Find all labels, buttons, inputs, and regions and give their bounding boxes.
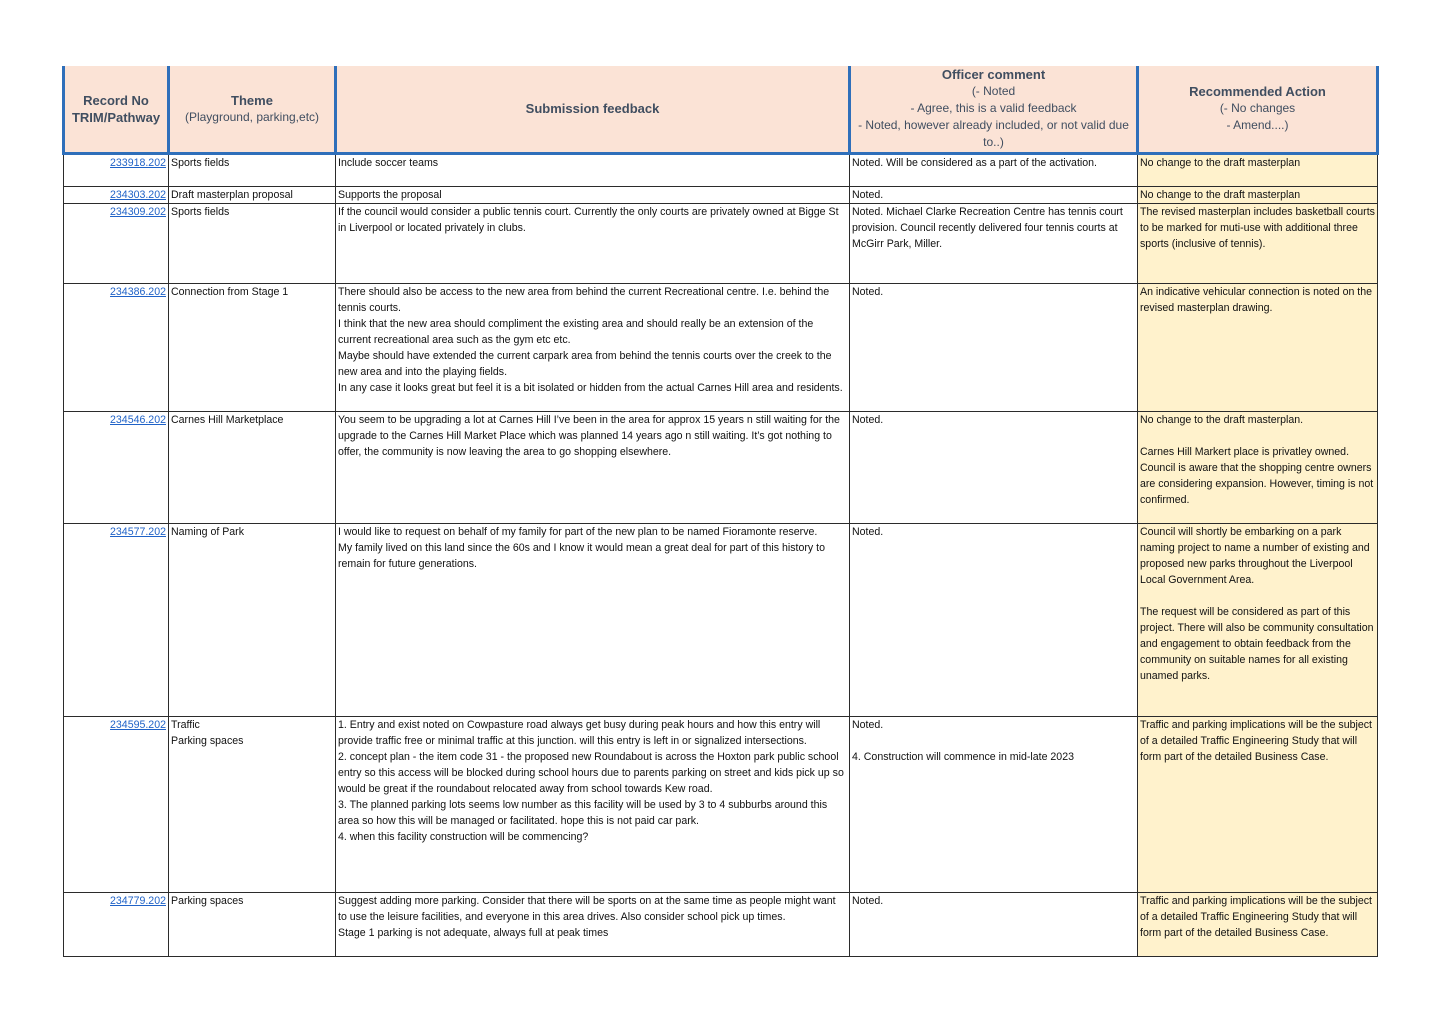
header-officer-sub4: to..) [983, 135, 1004, 150]
header-theme-sub: (Playground, parking,etc) [184, 109, 320, 124]
officer-comment-cell: Noted. [850, 283, 1138, 411]
record-link[interactable]: 234779.202 [110, 894, 166, 907]
table-row [64, 411, 1378, 523]
header-officer-sub3: - Noted, however already included, or not valid due [858, 118, 1129, 133]
header-row [64, 66, 1378, 153]
record-cell [64, 203, 169, 283]
feedback-cell: Supports the proposal [336, 186, 850, 203]
table-row [64, 892, 1378, 956]
record-link[interactable]: 234386.202 [110, 285, 166, 298]
officer-comment-cell: Noted. Will be considered as a part of the activation. [850, 153, 1138, 186]
feedback-cell: Include soccer teams [336, 153, 850, 186]
header-officer-comment [850, 66, 1138, 153]
feedback-table [62, 66, 1379, 957]
record-cell [64, 892, 169, 956]
recommended-action-cell: Council will shortly be embarking on a park naming project to name a number of existing and proposed new parks throughout the Liverpool Local Government Area. The request will be considered as part of this project. There will also be community consultation and engagement to obtain feedback from the community on suitable names for all existing unamed parks. [1138, 523, 1378, 716]
feedback-cell: You seem to be upgrading a lot at Carnes Hill I’ve been in the area for approx 15 years n still waiting for the upgrade to the Carnes Hill Market Place which was planned 14 years ago n still waiting. It’s got nothing to offer, the community is now leaving the area to go shopping elsewhere. [336, 411, 850, 523]
record-cell [64, 186, 169, 203]
header-recommended-action [1138, 66, 1378, 153]
header-action-sub2: - Amend....) [1226, 118, 1289, 133]
table-row [64, 716, 1378, 892]
feedback-cell: There should also be access to the new area from behind the current Recreational centre. I.e. behind the tennis courts. I think that the new area should compliment the existing area and should really be an extension of the current recreational area such as the gym etc etc. Maybe should have extended the current carpark area from behind the tennis courts over the creek to the new area and into the playing fields. In any case it looks great but feel it is a bit isolated or hidden from the actual Carnes Hill area and residents. [336, 283, 850, 411]
table-row [64, 523, 1378, 716]
table-row [64, 153, 1378, 186]
header-record-line2: TRIM/Pathway [71, 109, 161, 125]
theme-cell: Connection from Stage 1 [169, 283, 336, 411]
theme-cell: Sports fields [169, 203, 336, 283]
feedback-cell: I would like to request on behalf of my family for part of the new plan to be named Fioramonte reserve. My family lived on this land since the 60s and I know it would mean a great deal for part of this history to remain for future generations. [336, 523, 850, 716]
header-action-sub1: (- No changes [1219, 101, 1296, 116]
table-row [64, 203, 1378, 283]
header-action-title: Recommended Action [1189, 84, 1326, 100]
record-link[interactable]: 234303.202 [110, 188, 166, 201]
header-officer-title: Officer comment [941, 67, 1046, 83]
feedback-cell: Suggest adding more parking. Consider that there will be sports on at the same time as people might want to use the leisure facilities, and everyone in this area drives. Also consider school pick up times. Stage 1 parking is not adequate, always full at peak times [336, 892, 850, 956]
record-cell [64, 153, 169, 186]
theme-cell: Draft masterplan proposal [169, 186, 336, 203]
officer-comment-cell: Noted. Michael Clarke Recreation Centre has tennis court provision. Council recently delivered four tennis courts at McGirr Park, Miller. [850, 203, 1138, 283]
theme-cell: Naming of Park [169, 523, 336, 716]
recommended-action-cell: No change to the draft masterplan [1138, 153, 1378, 186]
recommended-action-cell: No change to the draft masterplan [1138, 186, 1378, 203]
feedback-cell: If the council would consider a public tennis court. Currently the only courts are privately owned at Bigge St in Liverpool or located privately in clubs. [336, 203, 850, 283]
header-submission-feedback [336, 66, 850, 153]
record-link[interactable]: 234309.202 [110, 205, 166, 218]
officer-comment-cell: Noted. [850, 411, 1138, 523]
table-row [64, 283, 1378, 411]
officer-comment-cell: Noted. [850, 892, 1138, 956]
recommended-action-cell: Traffic and parking implications will be the subject of a detailed Traffic Engineering Study that will form part of the detailed Business Case. [1138, 716, 1378, 892]
record-cell [64, 716, 169, 892]
officer-comment-cell: Noted. 4. Construction will commence in mid-late 2023 [850, 716, 1138, 892]
record-link[interactable]: 234546.202 [110, 413, 166, 426]
officer-comment-cell: Noted. [850, 186, 1138, 203]
header-record-line1: Record No [83, 92, 149, 108]
theme-cell: Sports fields [169, 153, 336, 186]
record-cell [64, 411, 169, 523]
recommended-action-cell: No change to the draft masterplan. Carnes Hill Markert place is privatley owned. Council is aware that the shopping centre owners are considering expansion. However, timing is not confirmed. [1138, 411, 1378, 523]
theme-cell: Parking spaces [169, 892, 336, 956]
record-cell [64, 523, 169, 716]
record-link[interactable]: 233918.202 [110, 156, 166, 169]
record-link[interactable]: 234577.202 [110, 525, 166, 538]
theme-cell: Carnes Hill Marketplace [169, 411, 336, 523]
recommended-action-cell: An indicative vehicular connection is noted on the revised masterplan drawing. [1138, 283, 1378, 411]
recommended-action-cell: The revised masterplan includes basketball courts to be marked for muti-use with additional three sports (inclusive of tennis). [1138, 203, 1378, 283]
table-row [64, 186, 1378, 203]
recommended-action-cell: Traffic and parking implications will be the subject of a detailed Traffic Engineering Study that will form part of the detailed Business Case. [1138, 892, 1378, 956]
header-feedback-title: Submission feedback [525, 101, 660, 117]
header-officer-sub1: (- Noted [971, 84, 1016, 99]
header-theme [169, 66, 336, 153]
record-cell [64, 283, 169, 411]
feedback-cell: 1. Entry and exist noted on Cowpasture road always get busy during peak hours and how this entry will provide traffic free or minimal traffic at this junction. will this entry is left in or signalized intersections. 2. concept plan - the item code 31 - the proposed new Roundabout is across the Hoxton park public school entry so this access will be blocked during school hours due to parents parking on street and kids pick up so would be great if the roundabout relocated away from school towards Kew road. 3. The planned parking lots seems low number as this facility will be used by 3 to 4 subburbs around this area so how this will be managed or facilitated. hope this is not paid car park. 4. when this facility construction will be commencing? [336, 716, 850, 892]
header-officer-sub2: - Agree, this is a valid feedback [910, 101, 1077, 116]
record-link[interactable]: 234595.202 [110, 718, 166, 731]
theme-cell: Traffic Parking spaces [169, 716, 336, 892]
header-record-no [64, 66, 169, 153]
header-theme-title: Theme [231, 92, 273, 108]
officer-comment-cell: Noted. [850, 523, 1138, 716]
